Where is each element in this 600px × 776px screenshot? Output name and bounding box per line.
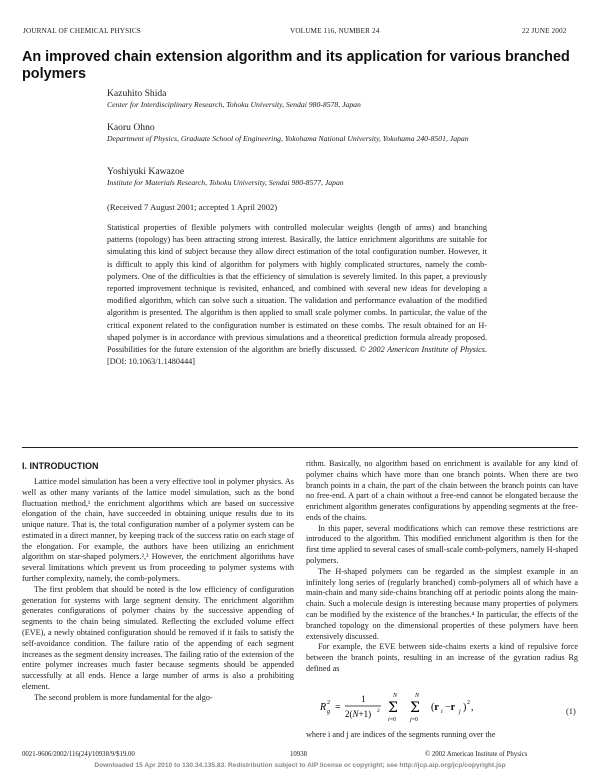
running-header-volume: VOLUME 116, NUMBER 24 <box>290 27 380 35</box>
svg-text:2: 2 <box>327 700 330 706</box>
running-header-date: 22 JUNE 2002 <box>522 27 567 35</box>
paragraph: The H-shaped polymers can be regarded as the simplest example in an infinitely long series of (regularly branched) comb-polymers all of which have a main-chain and many side-chains branching off at periodic points along the main-chain. Such a molecule design is interesting because many properties of polymers can be modified by the existence of the branches.⁴ In particular, the effects of the branched topology on the dimensional properties of these polymers have been extensively discussed. <box>306 566 578 641</box>
equation-gyration-radius <box>318 688 580 728</box>
download-notice: Downloaded 15 Apr 2010 to 130.34.135.83. Redistribution subject to AIP license or copyright; see http://jcp.aip.org/jcp/copyright.jsp <box>94 762 506 769</box>
abstract <box>107 222 487 368</box>
author-name: Yoshiyuki Kawazoe <box>107 166 185 177</box>
svg-text:=: = <box>335 702 341 713</box>
svg-text:i=0: i=0 <box>388 717 397 723</box>
running-header-journal: JOURNAL OF CHEMICAL PHYSICS <box>23 27 141 35</box>
svg-text:N: N <box>415 693 420 699</box>
paragraph: rithm. Basically, no algorithm based on enrichment is available for any kind of polymer chains which have more than one branch points. When there are two branch points in a chain, the part of the chain between the branch points can have no free-end. A part of a chain without a free-end cannot be elongated because the enrichment algorithm generates configurations by appending segments at the free-ends of the chains. <box>306 459 578 522</box>
svg-text:i: i <box>441 709 443 715</box>
svg-text:−r: −r <box>445 702 456 713</box>
svg-text:j=0: j=0 <box>410 717 419 723</box>
paper-title: An improved chain extension algorithm and its application for various branched polymers <box>22 49 570 82</box>
author-affiliation: Department of Physics, Graduate School of Engineering, Yokohama National University, Yokohama 240-8501, Japan <box>107 134 469 143</box>
footer-copyright: © 2002 American Institute of Physics <box>425 751 528 758</box>
abstract-copyright: © 2002 American Institute of Physics. <box>359 345 488 355</box>
author-name: Kazuhito Shida <box>107 88 167 99</box>
section-divider <box>22 447 578 448</box>
svg-text:j: j <box>459 709 461 715</box>
svg-text:1: 1 <box>361 694 366 704</box>
author-affiliation: Center for Interdisciplinary Research, Tohoku University, Sendai 980-8578, Japan <box>107 100 361 109</box>
svg-text:): ) <box>463 702 467 713</box>
body-column-left <box>22 477 294 703</box>
svg-text:2(N+1): 2(N+1) <box>345 709 372 719</box>
paragraph: For example, the EVE between side-chains exerts a kind of repulsive force between the branch points, resulting in an increase of the gyration radius Rg defined as <box>306 642 578 673</box>
body-column-right <box>306 459 578 675</box>
svg-text:g: g <box>327 709 330 715</box>
paragraph: Lattice model simulation has been a very effective tool in polymer physics. As well as other many variants of the lattice model simulation, such as the bond fluctuation method,¹ the enrichment algorithms which are based on successive elongation of the chain, have succeeded in obtaining unique results due to its unique nature. That is, the total configuration number of a polymer system can be estimated in a direct manner, by keeping track of the success ratio on each stage of the elongation. For example, the authors have been utilizing an enrichment algorithm on star-shaped polymers.²,³ However, the enrichment algorithms have several limitations which prevent us from proceeding to polymer systems with further complexity, namely, the comb-polymers. <box>22 477 294 584</box>
paragraph: The first problem that should be noted is the low efficiency of configuration generation for systems with large segment density. The enrichment algorithm generates configurations of polymer chains by the successive appending of segments to the chain being simulated. Reflecting the excluded volume effect (EVE), a newly obtained configuration should be removed if it fails to satisfy the self-avoidance condition. The failure ratio of the appending of each segment increases as the segment density increases. The failing ratio of the extension of the entire polymer increases much faster because segments should be appended successfully at all ends. Hence a large number of arms is also a prohibiting element. <box>22 584 294 691</box>
doi-link[interactable]: [DOI: 10.1063/1.1480444] <box>107 357 196 367</box>
equation-number: (1) <box>566 707 576 716</box>
svg-text:N: N <box>393 693 398 699</box>
footer-issn: 0021-9606/2002/116(24)/10938/9/$19.00 <box>22 751 135 758</box>
svg-text:(r: (r <box>431 702 439 713</box>
section-heading: I. INTRODUCTION <box>22 461 99 471</box>
svg-text:Σ: Σ <box>388 700 398 716</box>
equation-graphic <box>318 688 558 728</box>
paragraph: The second problem is more fundamental for the algo- <box>34 692 213 702</box>
paragraph: In this paper, several modifications which can remove these restrictions are introduced to the algorithm. This modified enrichment algorithm is then for the first time applied to several cases of small-scale comb-polymers, namely H-shaped polymers. <box>306 523 578 566</box>
author-name: Kaoru Ohno <box>107 122 155 133</box>
footer-page-number: 10938 <box>290 751 307 758</box>
svg-text:,: , <box>471 702 474 713</box>
svg-text:Σ: Σ <box>410 700 420 716</box>
svg-text:2: 2 <box>377 708 380 714</box>
paragraph-continuation: where i and j are indices of the segments running over the <box>306 730 496 739</box>
svg-text:R: R <box>320 702 327 713</box>
received-dates: (Received 7 August 2001; accepted 1 April 2002) <box>107 202 278 212</box>
svg-text:2: 2 <box>467 700 470 706</box>
author-affiliation: Institute for Materials Research, Tohoku University, Sendai 980-8577, Japan <box>107 178 344 187</box>
abstract-text: Statistical properties of flexible polymers with controlled molecular weights (length of arms) and branching patterns (topology) has been attracting strong interest. Basically, the lattice enrichment algorithms are suitable for simulating this kind of subject because they allow direct estimation of the total configuration number. However, it is difficult to apply this kind of algorithm for polymers with highly complicated structures, namely the comb-polymers. One of the difficulties is that the efficiency of simulation is severely limited. In this paper, a previously reported improvement technique is revisited, enhanced, and combined with several new ideas for developing a modified algorithm, which can solve such a situation. The validation and performance evaluation of the modified algorithm is presented. The algorithm is then applied to small scale polymer combs. In particular, the value of the critical exponent related to the configuration number is estimated on these combs. The result obtained for an H-shaped polymer is in accordance with previous simulations and a theoretical prediction formula already proposed. Possibilities for the future extension of the algorithm are briefly discussed. <box>107 223 487 355</box>
